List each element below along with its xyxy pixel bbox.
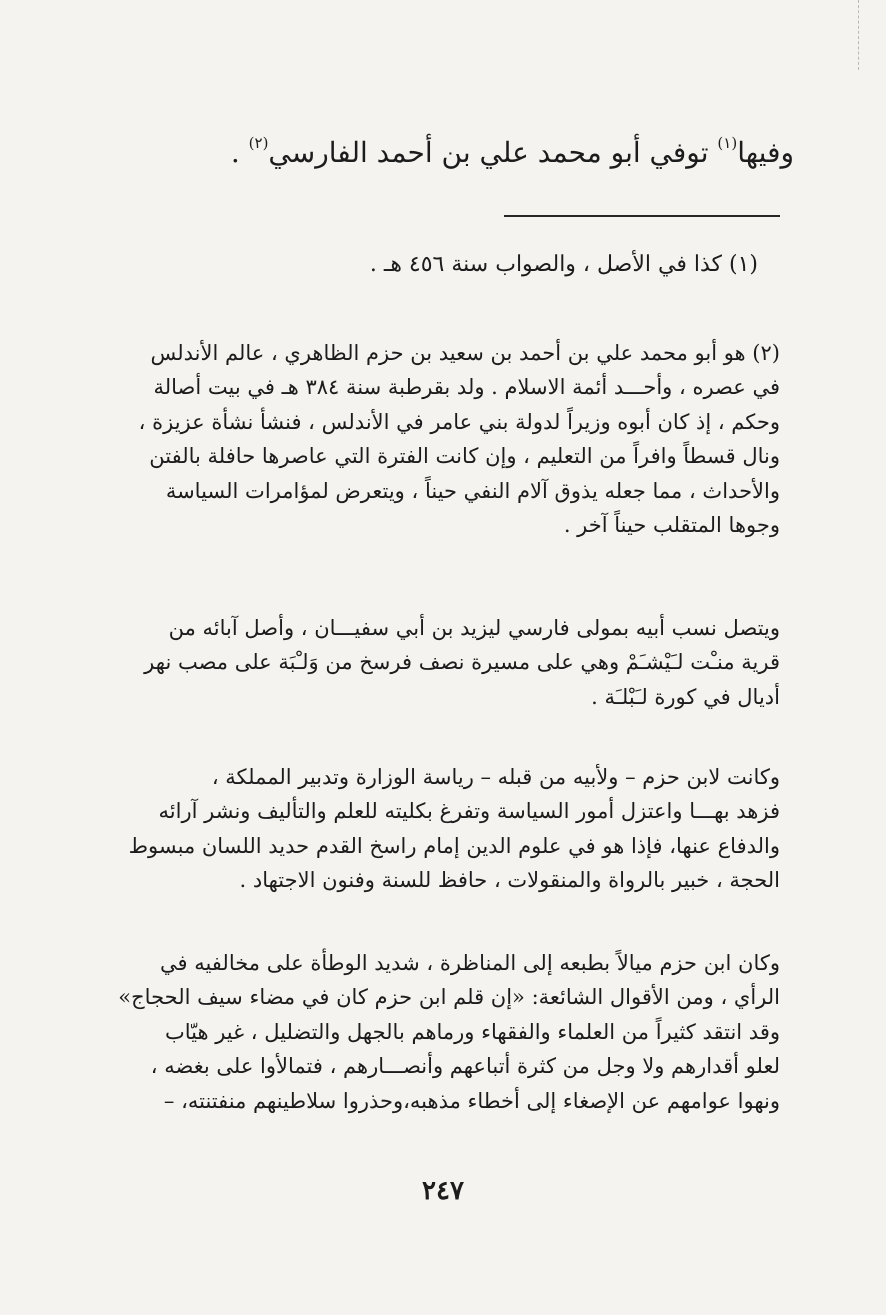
footnote-2 <box>96 336 780 542</box>
paragraph-line: ويتصل نسب أبيه بمولى فارسي ليزيد بن أبي سفيـــان ، وأصل آبائه من <box>168 616 780 640</box>
paragraph-line: وكانت لابن حزم – ولأبيه من قبله – رياسة الوزارة وتدبير المملكة ، <box>211 765 780 789</box>
paragraph-line: وقد انتقد كثيراً من العلماء والفقهاء ورماهم بالجهل والتضليل ، غير هيّاب <box>164 1019 780 1044</box>
footnote-2-line: (٢) هو أبو محمد علي بن أحمد بن سعيد بن حزم الظاهري ، عالم الأندلس <box>150 341 780 365</box>
page-edge-mark <box>858 0 859 70</box>
paragraph-line: وكان ابن حزم ميالاً بطبعه إلى المناظرة ، شديد الوطأة على مخالفيه في <box>159 951 780 975</box>
page-number: ٢٤٧ <box>422 1176 464 1206</box>
paragraph-lineage <box>96 611 780 714</box>
footnote-1: (١) كذا في الأصل ، والصواب سنة ٤٥٦ هـ . <box>369 252 758 277</box>
footnote-separator-rule <box>504 215 780 217</box>
paragraph-line: أديال في كورة لـَبْلـَة . <box>591 684 780 709</box>
footnote-2-line: والأحداث ، مما جعله يذوق آلام النفي حيناً ، ويتعرض لمؤامرات السياسة <box>165 478 780 503</box>
paragraph-debate <box>96 946 780 1118</box>
footnote-2-line: في عصره ، وأحـــد أئمة الاسلام . ولد بقرطبة سنة ٣٨٤ هـ في بيت أصالة <box>153 375 780 400</box>
main-text-line <box>230 133 794 169</box>
footnote-ref-1: (١) <box>717 133 738 152</box>
paragraph-line: الحجة ، خبير بالرواة والمنقولات ، حافظ للسنة وفنون الاجتهاد . <box>239 868 780 893</box>
footnote-2-line: وحكم ، إذ كان أبوه وزيراً لدولة بني عامر في الأندلس ، فنشأ نشأة عزيزة ، <box>138 409 780 434</box>
main-text-start: وفيها <box>737 136 794 169</box>
paragraph-line: لعلو أقدارهم ولا وجل من كثرة أتباعهم وأنصـــارهم ، فتمالأوا على بغضه ، <box>150 1054 780 1079</box>
paragraph-line: والدفاع عنها، فإذا هو في علوم الدين إمام راسخ القدم حديد اللسان مبسوط <box>128 833 780 858</box>
main-text-end: . <box>230 136 249 169</box>
paragraph-ministry <box>96 760 780 898</box>
paragraph-line: الرأي ، ومن الأقوال الشائعة: «إن قلم ابن حزم كان في مضاء سيف الحجاج» <box>118 985 780 1010</box>
footnote-2-line: وجوها المتقلب حيناً آخر . <box>563 513 780 538</box>
main-text-body: توفي أبو محمد علي بن أحمد الفارسي <box>268 136 718 169</box>
paragraph-line: فزهد بهـــا واعتزل أمور السياسة وتفرغ بكليته للعلم والتأليف ونشر آرائه <box>158 799 780 824</box>
paragraph-line: قرية منـْت لـَيْشـَمْ وهي على مسيرة نصف فرسخ من وَلـْبَة على مصب نهر <box>144 650 780 675</box>
footnote-2-line: ونال قسطاً وافراً من التعليم ، وإن كانت الفترة التي عاصرها حافلة بالفتن <box>149 444 780 469</box>
paragraph-line: ونهوا عوامهم عن الإصغاء إلى أخطاء مذهبه،وحذروا سلاطينهم منفتنته، – <box>163 1088 780 1113</box>
footnote-ref-2: (٢) <box>248 133 269 152</box>
